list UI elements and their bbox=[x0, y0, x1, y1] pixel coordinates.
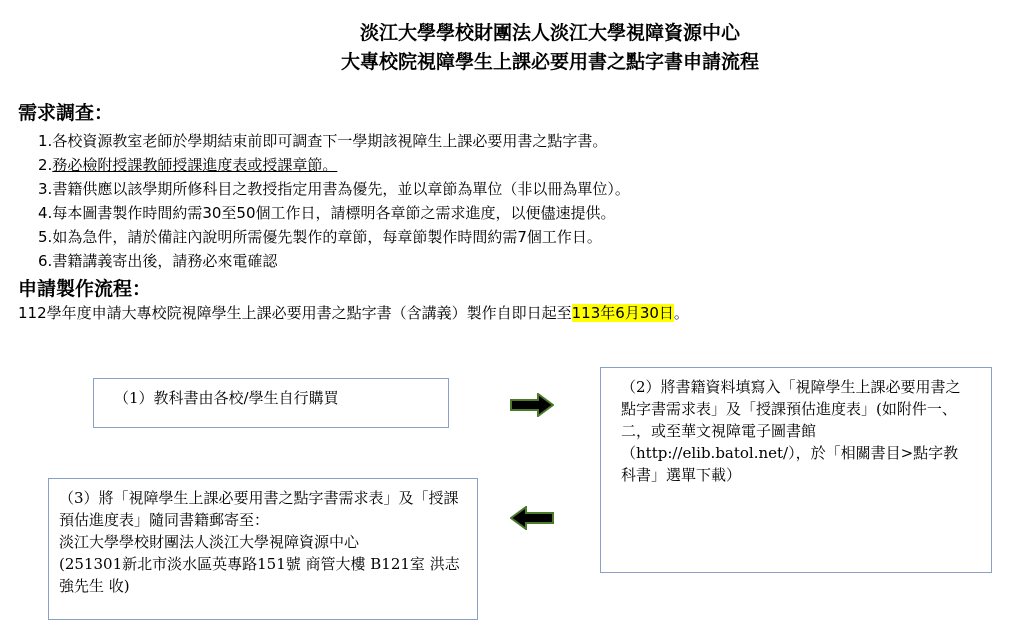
step3-address: (251301新北市淡水區英專路151號 商管大樓 B121室 洪志強先生 收) bbox=[59, 555, 460, 595]
survey-item-number: 3. bbox=[38, 180, 53, 198]
step3-instruction: （3）將「視障學生上課必要用書之點字書需求表」及「授課預估進度表」隨同書籍郵寄至： bbox=[59, 489, 459, 529]
survey-item-text: 務必檢附授課教師授課進度表或授課章節。 bbox=[52, 156, 338, 174]
step3-recipient-org: 淡江大學學校財團法人淡江大學視障資源中心 bbox=[59, 533, 360, 551]
right-arrow-icon bbox=[510, 393, 554, 417]
deadline-highlight: 113年6月30日 bbox=[571, 304, 674, 322]
survey-item-number: 2. bbox=[38, 156, 53, 174]
process-prefix: 112學年度申請大專校院視障學生上課必要用書之點字書（含講義）製作自即日起至 bbox=[18, 304, 572, 322]
survey-item-text: 各校資源教室老師於學期結束前即可調查下一學期該視障生上課必要用書之點字書。 bbox=[52, 132, 608, 150]
left-arrow-icon bbox=[510, 506, 554, 530]
survey-item-number: 4. bbox=[38, 204, 53, 222]
survey-item-number: 5. bbox=[38, 228, 53, 246]
survey-item-text: 書籍供應以該學期所修科目之教授指定用書為優先，並以章節為單位（非以冊為單位）。 bbox=[52, 180, 630, 198]
step3-box bbox=[48, 478, 478, 620]
survey-item-3 bbox=[38, 178, 630, 199]
process-suffix: 。 bbox=[673, 304, 689, 322]
process-description bbox=[18, 302, 689, 323]
survey-item-6 bbox=[38, 250, 277, 271]
survey-item-number: 1. bbox=[38, 132, 53, 150]
step2-box: （2）將書籍資料填寫入「視障學生上課必要用書之點字書需求表」及「授課預估進度表」(如附件一、二，或至華文視障電子圖書館（http://elib.batol.net/），於「相關書目>點字教科書」選單下載） bbox=[600, 367, 992, 573]
survey-item-number: 6. bbox=[38, 252, 53, 270]
survey-item-text: 書籍講義寄出後，請務必來電確認 bbox=[52, 252, 278, 270]
survey-item-4 bbox=[38, 202, 616, 223]
survey-item-1 bbox=[38, 130, 607, 151]
survey-heading: 需求調查： bbox=[18, 102, 114, 124]
step1-box: （1）教科書由各校/學生自行購買 bbox=[93, 378, 449, 428]
document-title-line2: 大專校院視障學生上課必要用書之點字書申請流程 bbox=[340, 51, 759, 73]
survey-item-text: 如為急件，請於備註內說明所需優先製作的章節，每章節製作時間約需7個工作日。 bbox=[52, 228, 602, 246]
survey-item-5 bbox=[38, 226, 602, 247]
survey-item-text: 每本圖書製作時間約需30至50個工作日，請標明各章節之需求進度，以便儘速提供。 bbox=[52, 204, 616, 222]
survey-item-2 bbox=[38, 154, 337, 175]
document-title-line1: 淡江大學學校財團法人淡江大學視障資源中心 bbox=[359, 22, 740, 44]
process-heading: 申請製作流程： bbox=[18, 278, 152, 300]
